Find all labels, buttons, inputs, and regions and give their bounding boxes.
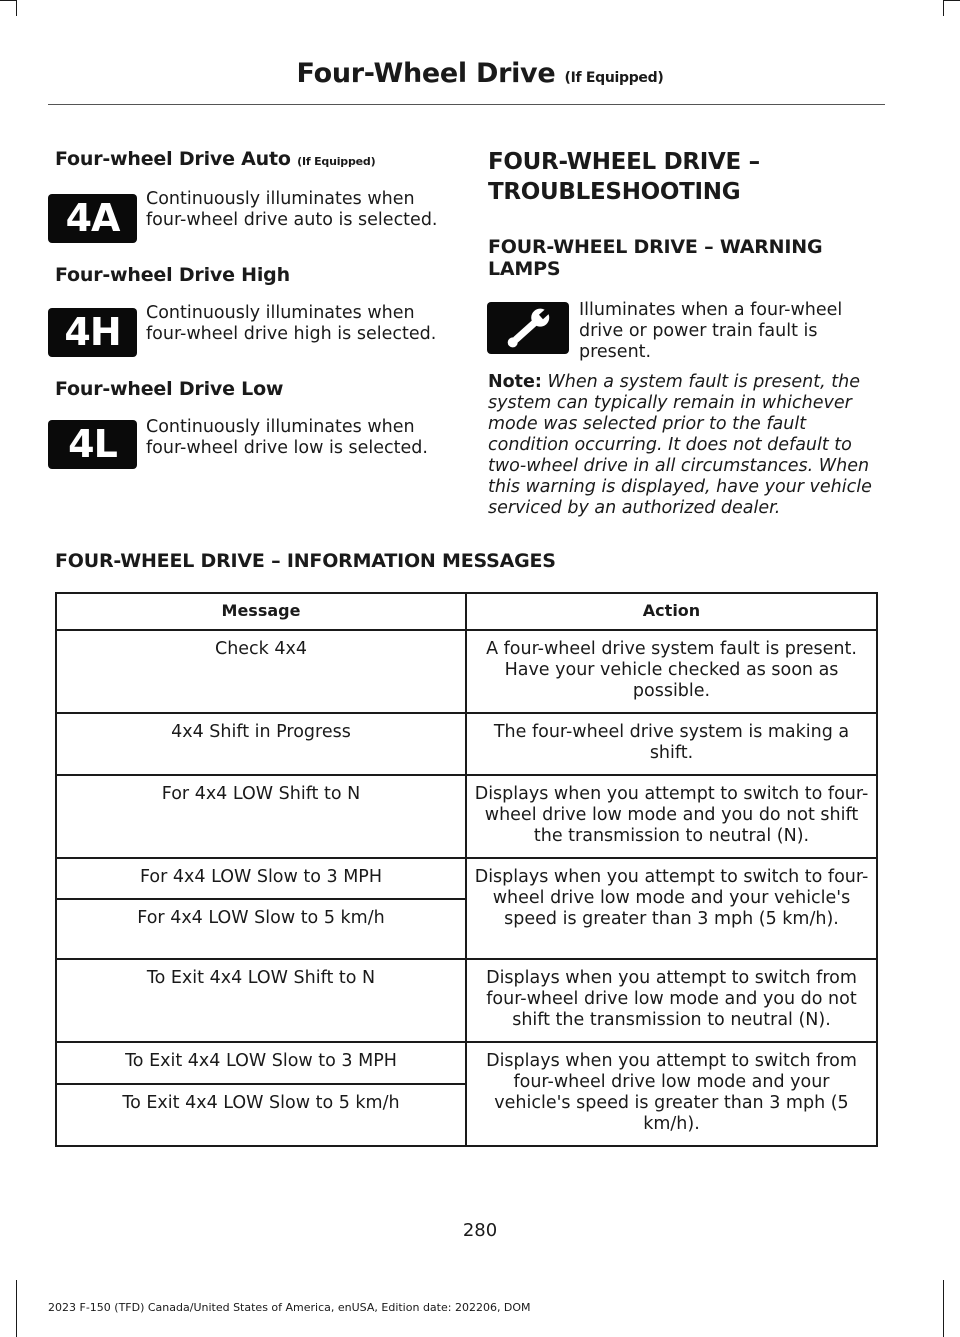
- crop-mark: [943, 1280, 944, 1337]
- information-messages-table: [55, 592, 878, 1147]
- note-label: Note:: [488, 372, 542, 392]
- section-description: Continuously illuminates when four-wheel drive auto is selected.: [146, 189, 438, 230]
- section-heading-high: Four-wheel Drive High: [55, 264, 290, 286]
- table-row: [56, 858, 877, 899]
- action-cell: Displays when you attempt to switch to four-wheel drive low mode and your vehicle's speed is greater than 3 mph (5 km/h).: [466, 858, 877, 959]
- table-row: [56, 713, 877, 775]
- crop-mark: [0, 0, 16, 1]
- page-number: 280: [462, 1220, 498, 1241]
- table-row: [56, 630, 877, 713]
- message-cell: Check 4x4: [56, 630, 466, 713]
- column-header-message: Message: [56, 593, 466, 630]
- message-cell: To Exit 4x4 LOW Slow to 5 km/h: [56, 1084, 466, 1146]
- 4l-indicator-icon: 4L: [48, 420, 137, 469]
- 4a-indicator-icon: 4A: [48, 194, 137, 243]
- section-description: Continuously illuminates when four-wheel drive high is selected.: [146, 303, 437, 344]
- crop-mark: [16, 0, 17, 16]
- message-cell: For 4x4 LOW Slow to 3 MPH: [56, 858, 466, 899]
- action-cell: Displays when you attempt to switch from four-wheel drive low mode and you do not shift the transmission to neutral (N).: [466, 959, 877, 1042]
- message-cell: 4x4 Shift in Progress: [56, 713, 466, 775]
- action-cell: The four-wheel drive system is making a shift.: [466, 713, 877, 775]
- section-heading-text: Four-wheel Drive Auto: [55, 148, 291, 170]
- action-cell: Displays when you attempt to switch from four-wheel drive low mode and your vehicle's speed is greater than 3 mph (5 km/h).: [466, 1042, 877, 1146]
- title-line: FOUR-WHEEL DRIVE –: [488, 149, 760, 175]
- warning-lamps-heading: [488, 236, 822, 280]
- page-header-title: Four-Wheel Drive: [296, 58, 556, 89]
- message-cell: To Exit 4x4 LOW Shift to N: [56, 959, 466, 1042]
- section-description: Continuously illuminates when four-wheel drive low is selected.: [146, 417, 428, 458]
- table-row: [56, 1042, 877, 1084]
- troubleshooting-title: [488, 147, 760, 207]
- column-header-action: Action: [466, 593, 877, 630]
- table-row: [56, 959, 877, 1042]
- section-heading-auto: [55, 148, 375, 170]
- section-heading-low: Four-wheel Drive Low: [55, 378, 284, 400]
- crop-mark: [944, 0, 960, 1]
- page-header: [0, 58, 960, 89]
- message-cell: To Exit 4x4 LOW Slow to 3 MPH: [56, 1042, 466, 1084]
- note-text: When a system fault is present, the system can typically remain in whichever mode was selected prior to the fault condition occurring. It does not default to two-wheel drive in all circumstances. When this warning is displayed, have your vehicle serviced by an authorized dealer.: [488, 372, 872, 518]
- action-cell: A four-wheel drive system fault is present. Have your vehicle checked as soon as possible.: [466, 630, 877, 713]
- wrench-icon: [487, 302, 569, 354]
- message-cell: For 4x4 LOW Shift to N: [56, 775, 466, 858]
- action-cell: Displays when you attempt to switch to four-wheel drive low mode and you do not shift the transmission to neutral (N).: [466, 775, 877, 858]
- crop-mark: [943, 0, 944, 16]
- subtitle-line: FOUR-WHEEL DRIVE – WARNING: [488, 236, 823, 258]
- section-heading-qualifier: (If Equipped): [297, 155, 376, 168]
- crop-mark: [16, 1280, 17, 1337]
- information-messages-heading: FOUR-WHEEL DRIVE – INFORMATION MESSAGES: [55, 550, 556, 572]
- header-divider: [48, 104, 885, 105]
- lamp-description: Illuminates when a four-wheel drive or power train fault is present.: [579, 300, 843, 362]
- footer-text: 2023 F-150 (TFD) Canada/United States of America, enUSA, Edition date: 202206, DOM: [48, 1301, 531, 1314]
- title-line: TROUBLESHOOTING: [488, 179, 741, 205]
- 4h-indicator-icon: 4H: [48, 308, 137, 357]
- note-paragraph: [488, 372, 880, 519]
- message-cell: For 4x4 LOW Slow to 5 km/h: [56, 899, 466, 959]
- page-header-qualifier: (If Equipped): [564, 70, 664, 86]
- subtitle-line: LAMPS: [488, 258, 561, 280]
- table-row: [56, 775, 877, 858]
- table-header-row: [56, 593, 877, 630]
